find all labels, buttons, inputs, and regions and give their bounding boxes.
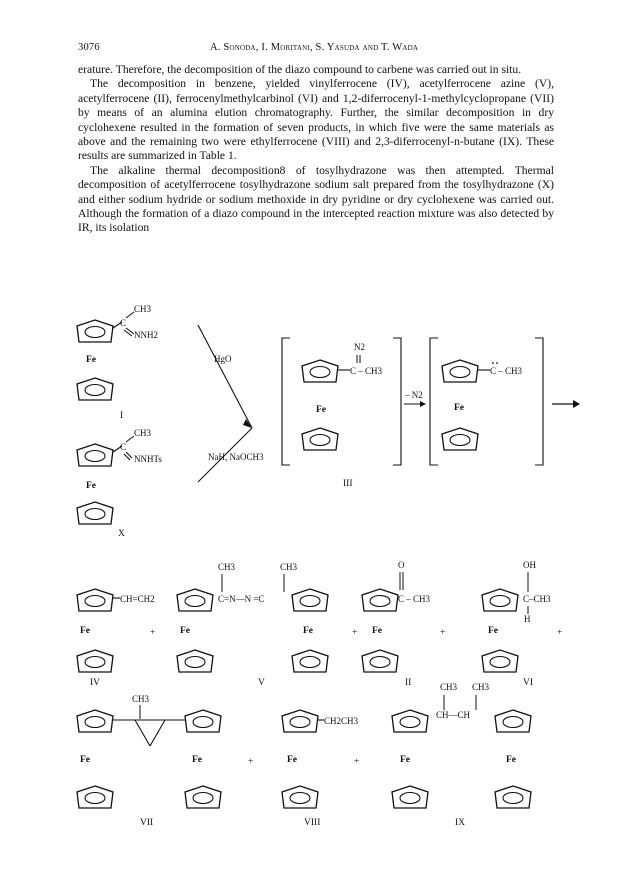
carbene-intermediate	[430, 338, 543, 465]
fe-label: Fe	[180, 626, 191, 636]
compound-X	[77, 428, 162, 539]
scheme-svg	[0, 300, 625, 893]
c-ch3-label: C – CH3	[490, 366, 523, 376]
plus-sign: +	[248, 757, 254, 767]
fe-label: Fe	[80, 755, 91, 765]
acetyl-label: C – CH3	[398, 594, 431, 604]
vinyl-label: CH=CH2	[120, 594, 155, 604]
label-I: I	[120, 411, 124, 421]
compound-V	[177, 562, 328, 688]
fe-label: Fe	[86, 355, 97, 365]
plus-sign: +	[440, 628, 446, 638]
compound-II	[362, 560, 431, 688]
reaction-scheme	[0, 300, 625, 893]
fe-label: Fe	[488, 626, 499, 636]
label-X: X	[118, 529, 125, 539]
compound-I	[77, 304, 158, 421]
plus-sign: +	[352, 628, 358, 638]
ch3-label: CH3	[218, 562, 236, 572]
carbon-label: C	[120, 318, 127, 328]
ch3-label: CH3	[440, 682, 458, 692]
carbon-label: C	[120, 442, 127, 452]
nnh2-label: NNH2	[134, 330, 158, 340]
paragraph: The alkaline thermal decomposition8 of tosylhydrazone was then attempted. Thermal decomposition of acetylferrocene tosylhydrazone sodium salt prepared from the tosylhydrazone (X) and either sodium hydride or sodium methoxide in dry pyridine or dry cyclohexene was carried out. Although the formation of a diazo compound in the intercepted reaction mixture was also detected by IR, its isolation	[78, 163, 554, 235]
ethyl-label: CH2CH3	[324, 716, 359, 726]
paragraph: erature. Therefore, the decomposition of the diazo compound to carbene was carried out in situ.	[78, 63, 522, 76]
ch3-label: CH3	[280, 562, 298, 572]
label-VII: VII	[140, 818, 154, 828]
body-text	[78, 63, 554, 236]
label-VIII: VIII	[304, 818, 321, 828]
fe-label: Fe	[80, 626, 91, 636]
fe-label: Fe	[316, 405, 327, 415]
paragraph: The decomposition in benzene, yielded vinylferrocene (IV), acetylferrocene azine (V), acetylferrocene (II), ferrocenylmethylcarbinol (VI) and 1,2-diferrocenyl-1-methylcyclopropane (VII) by means of an alumina elution chromatography. Further, the similar decomposition in dry cyclohexene resulted in the formation of seven products, in which five were the same materials as above and the remaining two were ethylferrocene (VIII) and 2,3-diferrocenyl-n-butane (IX). These results are summarized in Table 1.	[78, 77, 554, 163]
carbinol-label: C–CH3	[523, 594, 551, 604]
fe-label: Fe	[400, 755, 411, 765]
loss-of-n2-arrow	[404, 390, 426, 407]
ch3-label: CH3	[132, 694, 150, 704]
fe-label: Fe	[506, 755, 517, 765]
chch-label: CH—CH	[436, 710, 471, 720]
compound-VII	[77, 694, 221, 828]
nah-label: NaH, NaOCH3	[208, 452, 264, 462]
page-number: 3076	[78, 42, 100, 53]
fe-label: Fe	[287, 755, 298, 765]
plus-sign: +	[354, 757, 360, 767]
label-III: III	[343, 479, 353, 489]
reaction-arrows	[198, 325, 264, 482]
label-II: II	[405, 678, 412, 688]
compound-IV	[77, 589, 155, 688]
compound-VI	[482, 560, 551, 688]
compound-VIII	[282, 710, 359, 828]
n2-label: N2	[354, 342, 365, 352]
fe-label: Fe	[86, 481, 97, 491]
c-ch3-label: C – CH3	[350, 366, 383, 376]
ch3-label: CH3	[472, 682, 490, 692]
ch3-label: CH3	[134, 304, 152, 314]
authors: A. Sonoda, I. Moritani, S. Yasuda and T. Wada	[210, 42, 419, 53]
running-header	[78, 42, 558, 56]
compound-IX	[392, 682, 531, 828]
oh-label: OH	[523, 560, 536, 570]
label-IV: IV	[90, 678, 101, 688]
hgo-label: HgO	[214, 354, 232, 364]
product-arrow	[552, 400, 580, 408]
h-label: H	[524, 614, 531, 624]
fe-label: Fe	[192, 755, 203, 765]
minus-n2-label: – N2	[405, 390, 423, 400]
ch3-label: CH3	[134, 428, 152, 438]
oxygen-label: O	[398, 560, 405, 570]
fe-label: Fe	[372, 626, 383, 636]
label-VI: VI	[523, 678, 534, 688]
fe-label: Fe	[454, 403, 465, 413]
plus-sign: +	[150, 628, 156, 638]
compound-III	[282, 338, 401, 489]
fe-label: Fe	[303, 626, 314, 636]
label-IX: IX	[455, 818, 466, 828]
plus-sign: +	[557, 628, 563, 638]
nnhts-label: NNHTs	[134, 454, 162, 464]
azine-label: C=N—N =C	[218, 594, 265, 604]
label-V: V	[258, 678, 265, 688]
